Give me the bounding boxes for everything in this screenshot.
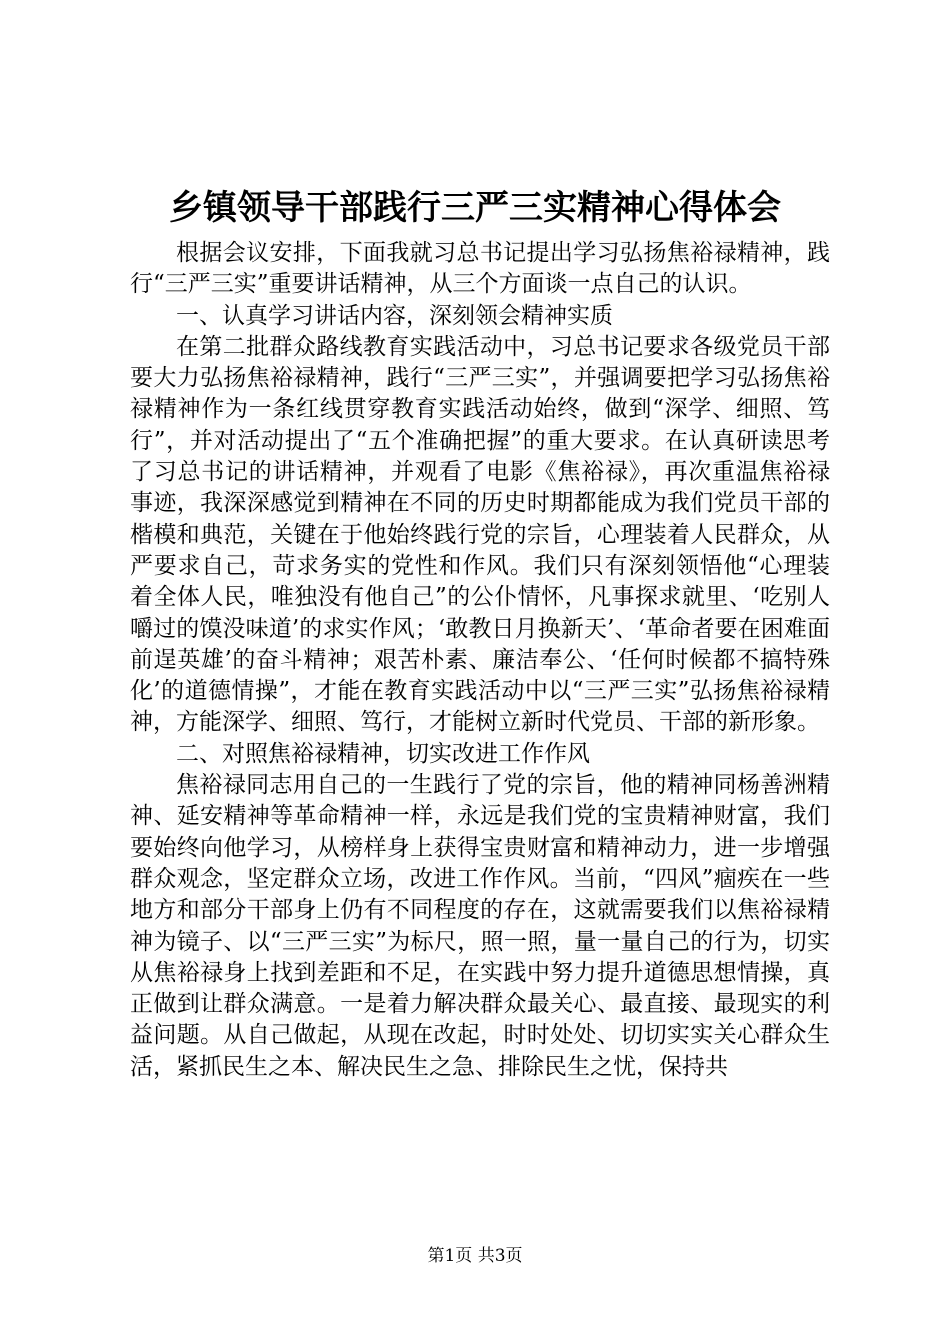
paragraph-section-2: 焦裕禄同志用自己的一生践行了党的宗旨，他的精神同杨善洲精神、延安精神等革命精神一样，永远是我们党的宝贵精神财富，我们要始终向他学习，从榜样身上获得宝贵财富和精神动力，进一步增强群众观念，坚定群众立场，改进工作作风。当前，“四风”痼疾在一些地方和部分干部身上仍有不同程度的存在，这就需要我们以焦裕禄精神为镜子、以“三严三实”为标尺，照一照，量一量自己的行为，切实从焦裕禄身上找到差距和不足，在实践中努力提升道德思想情操，真正做到让群众满意。一是着力解决群众最关心、最直接、最现实的利益问题。从自己做起，从现在改起，时时处处、切切实实关心群众生活，紧抓民生之本、解决民生之急、排除民生之忧，保持共 (130, 772, 830, 1080)
paragraph-section-1: 在第二批群众路线教育实践活动中，习总书记要求各级党员干部要大力弘扬焦裕禄精神，践行“三严三实”，并强调要把学习弘扬焦裕禄精神作为一条红线贯穿教育实践活动始终，做到“深学、细照、笃行”，并对活动提出了“五个准确把握”的重大要求。在认真研读思考了习总书记的讲话精神，并观看了电影《焦裕禄》，再次重温焦裕禄事迹，我深深感觉到精神在不同的历史时期都能成为我们党员干部的楷模和典范，关键在于他始终践行党的宗旨，心理装着人民群众，从严要求自己，苛求务实的党性和作风。我们只有深刻领悟他“心理装着全体人民，唯独没有他自己”的公仆情怀，凡事探求就里、‘吃别人嚼过的馍没味道’的求实作风；‘敢教日月换新天’、‘革命者要在困难面前逞英雄’的奋斗精神；艰苦朴素、廉洁奉公、‘任何时候都不搞特殊化’的道德情操”，才能在教育实践活动中以“三严三实”弘扬焦裕禄精神，方能深学、细照、笃行，才能树立新时代党员、干部的新形象。 (130, 333, 830, 736)
document-body (130, 238, 830, 1083)
section-heading-2: 二、对照焦裕禄精神，切实改进工作作风 (176, 740, 590, 767)
document-title: 乡镇领导干部践行三严三实精神心得体会 (169, 188, 781, 228)
page-number-footer: 第1页 共3页 (427, 1246, 523, 1266)
section-heading-1: 一、认真学习讲话内容，深刻领会精神实质 (176, 302, 613, 329)
paragraph-intro: 根据会议安排，下面我就习总书记提出学习弘扬焦裕禄精神，践行“三严三实”重要讲话精神，从三个方面谈一点自己的认识。 (130, 240, 830, 298)
